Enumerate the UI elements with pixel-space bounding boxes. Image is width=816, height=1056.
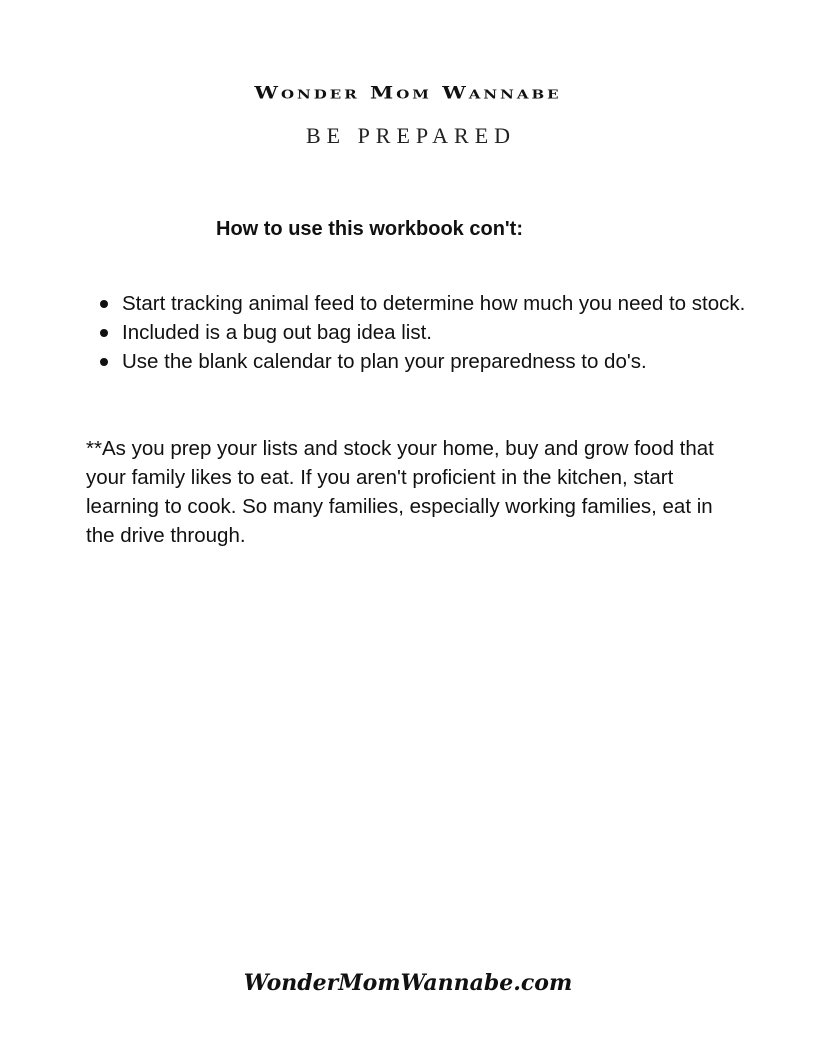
list-item-text: Start tracking animal feed to determine how much you need to stock. — [122, 292, 746, 315]
list-item — [86, 347, 746, 376]
prep-note: **As you prep your lists and stock your home, buy and grow food that your family likes to eat. If you aren't proficient in the kitchen, start learning to cook. So many families, especially working families, eat in the drive through. — [86, 437, 714, 547]
bullet-icon — [100, 358, 108, 366]
list-item-text: Included is a bug out bag idea list. — [122, 321, 432, 344]
bullet-icon — [100, 300, 108, 308]
list-item-text: Use the blank calendar to plan your preparedness to do's. — [122, 350, 647, 373]
brand-title: Wonder Mom Wannabe — [254, 82, 562, 103]
instruction-list — [86, 289, 746, 376]
footer-website-url: WonderMomWannabe.com — [243, 970, 573, 996]
section-heading: How to use this workbook con't: — [216, 218, 523, 240]
list-item — [86, 289, 746, 318]
bullet-icon — [100, 329, 108, 337]
list-item — [86, 318, 746, 347]
brand-subtitle: BE PREPARED — [305, 123, 517, 148]
